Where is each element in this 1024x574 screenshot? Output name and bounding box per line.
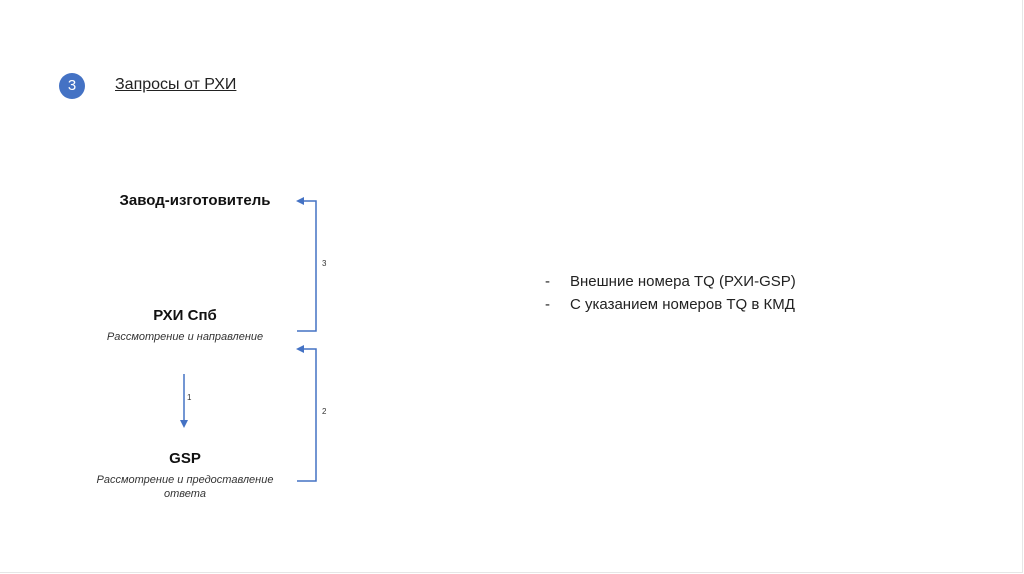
edge-2-arrow: [297, 349, 316, 481]
notes-list: [545, 270, 796, 316]
node-factory-label: Завод-изготовитель: [119, 192, 271, 209]
notes-item: [545, 293, 796, 316]
bullet-dash: -: [545, 296, 550, 313]
step-number-badge: 3: [59, 73, 85, 99]
node-rhi-label: РХИ Спб: [153, 307, 217, 324]
node-rhi-subtitle: Рассмотрение и направление: [106, 331, 264, 343]
notes-item-text: Внешние номера TQ (РХИ-GSP): [570, 273, 796, 290]
edge-2-label: 2: [322, 407, 327, 416]
node-gsp-subtitle-line2: ответа: [164, 488, 206, 500]
edge-3-arrow: [297, 201, 316, 331]
node-gsp-subtitle-line1: Рассмотрение и предоставление: [96, 474, 274, 486]
node-gsp-label: GSP: [169, 450, 201, 467]
edge-3-label: 3: [322, 259, 327, 268]
bullet-dash: -: [545, 273, 550, 290]
notes-item: [545, 270, 796, 293]
slide-title: Запросы от РХИ: [115, 76, 237, 93]
notes-item-text: С указанием номеров TQ в КМД: [570, 296, 795, 313]
edge-1-label: 1: [187, 393, 192, 402]
